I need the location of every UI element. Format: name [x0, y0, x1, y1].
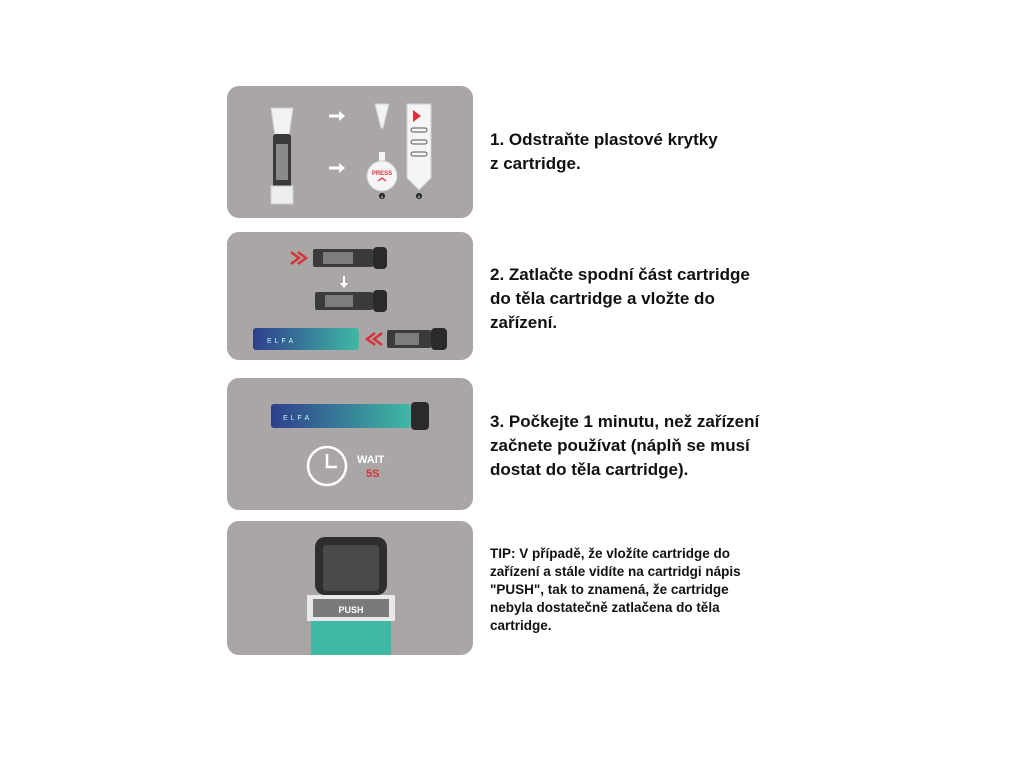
tip-illustration — [227, 521, 473, 655]
vape-device-icon — [253, 328, 359, 350]
cartridge-icon — [313, 247, 387, 269]
arrow-down-icon — [340, 276, 348, 288]
marker-2: 2 — [417, 194, 421, 199]
step-3-illustration — [227, 378, 473, 510]
brand-label: ELFA — [283, 415, 313, 422]
press-cap-icon — [367, 152, 397, 199]
clock-icon — [308, 447, 346, 485]
arrow-right-icon — [329, 111, 345, 121]
cartridge-with-caps-icon — [271, 108, 293, 204]
cartridge-icon — [387, 328, 447, 350]
cartridge-closeup-icon — [307, 537, 395, 655]
step-3-text: 3. Počkejte 1 minutu, než zařízení začnete používat (náplň se musí dostat do těla cartridge). — [490, 412, 760, 479]
step-1-text: 1. Odstraňte plastové krytky z cartridge. — [490, 130, 718, 173]
cartridge-icon — [315, 290, 387, 312]
double-chevron-right-icon — [291, 252, 306, 264]
wait-label: WAIT — [357, 454, 385, 466]
double-chevron-left-icon — [367, 333, 382, 345]
top-cap-icon — [375, 104, 389, 128]
brand-label: ELFA — [267, 338, 297, 345]
arrow-right-icon — [329, 163, 345, 173]
tip-text: TIP: V případě, že vložíte cartridge do zařízení a stále vidíte na cartridgi nápis "PUSH", tak to znamená, že cartridge nebyla dostatečně zatlačena do těla cartridge. — [490, 546, 741, 633]
step-2-text: 2. Zatlačte spodní část cartridge do těla cartridge a vložte do zařízení. — [490, 265, 750, 332]
push-label: PUSH — [338, 605, 364, 615]
step-2-illustration — [227, 232, 473, 360]
press-label: PRESS — [371, 171, 393, 177]
vape-device-icon — [271, 402, 429, 430]
bottom-cap-icon — [407, 104, 431, 199]
marker-1: 1 — [380, 194, 384, 199]
wait-time: 5S — [366, 468, 380, 480]
step-1-illustration — [227, 86, 473, 218]
